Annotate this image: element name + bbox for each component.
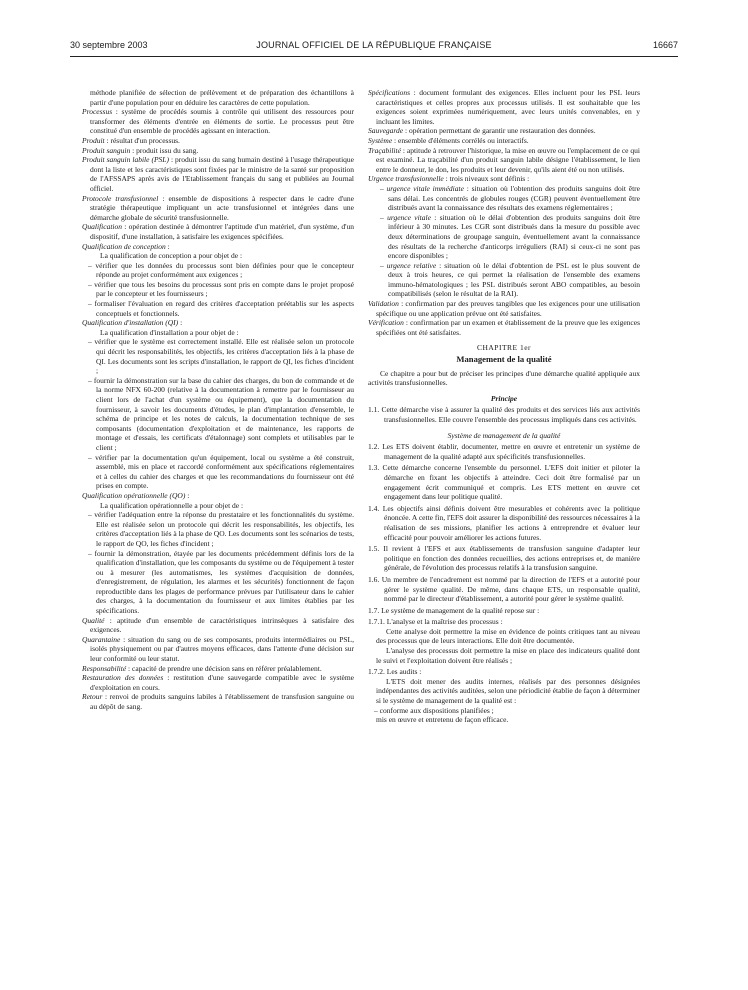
paragraph-text: La qualification opérationnelle a pour objet de : — [100, 500, 244, 510]
paragraph-text: 1.7.2. Les audits : — [368, 667, 422, 677]
paragraph — [368, 627, 640, 646]
paragraph — [82, 549, 354, 616]
paragraph — [82, 155, 354, 193]
paragraph — [82, 635, 354, 664]
paragraph — [82, 337, 354, 375]
paragraph-text: Système de management de la qualité — [447, 430, 561, 440]
header-page-number: 16667 — [652, 40, 678, 50]
paragraph-text: : situation où le délai d'obtention de PSL est le plus souvent de deux à trois heures, ce qui permet la réalisation de l'ensemble des examens immuno-hématologiques ; les PSL distribués seront ABO compatibles, au besoin compatibilisés (selon le résultat de la RAI). — [388, 260, 640, 299]
paragraph — [82, 510, 354, 548]
defined-term: Retour — [82, 692, 103, 702]
defined-term: – urgence vitale immédiate — [380, 183, 464, 193]
paragraph — [368, 504, 640, 542]
paragraph — [368, 646, 640, 665]
paragraph — [368, 715, 640, 725]
paragraph-text: – fournir la démonstration sur la base du cahier des charges, du bon de commande et de la norme NFX 60-200 (relative à la documentation à remettre par le fournisseur au client lors de l'achat d'un système ou équipement), que la documentation du fournisseur, à savoir les documents d'études, le plan d'implantation d'ensemble, le schéma de principe et les notes de calculs, la documentation technique de ses composants (documentation d'exploitation et de maintenance, les rapports de montage et d'essais, les certificats d'étalonnage) sont complets et utilisables par le client ; — [88, 375, 354, 452]
paragraph — [82, 299, 354, 318]
defined-term: Produit — [82, 135, 105, 145]
paragraph — [368, 667, 640, 677]
paragraph — [82, 280, 354, 299]
paragraph-text: : document formulant des exigences. Elles incluent pour les PSL leurs caractéristiques et celles propres aux processus utilisés. Il est souhaitable que les exigences soient exprimées numériquement, avec leurs unités convenables, en y incluant les limites. — [376, 88, 640, 126]
paragraph — [82, 491, 354, 501]
paragraph-text: : capacité de prendre une décision sans en référer préalablement. — [126, 663, 322, 673]
paragraph — [368, 706, 640, 716]
paragraph — [368, 318, 640, 337]
paragraph — [82, 261, 354, 280]
paragraph-text: : ensemble d'éléments corrélés ou interactifs. — [392, 135, 529, 145]
paragraph-text: La qualification d'installation a pour objet de : — [100, 327, 239, 337]
paragraph-text: 1.5. Il revient à l'EFS et aux établissements de transfusion sanguine d'adapter leur politique en fonction des données recueillies, des actions entreprises et, de manière générale, de l'évolution des processus relatifs à la transfusion sanguine. — [368, 544, 640, 573]
paragraph — [82, 328, 354, 338]
paragraph — [368, 617, 640, 627]
right-column — [368, 88, 640, 725]
paragraph-text: L'ETS doit mener des audits internes, réalisés par des personnes désignées indépendantes des activités auditées, selon une périodicité établie de façon à déterminer si le système de management de la qualité est : — [376, 676, 640, 706]
paragraph-text: – vérifier que le système est correctement installé. Elle est réalisée selon un protocole qui décrit les responsabilités, les objectifs, les critères d'acceptation liés à la phase de QI. Les documents sont les scripts d'installation, le rapport de QI, les fiches d'incident ; — [88, 337, 354, 376]
page-header — [70, 40, 678, 54]
paragraph — [368, 431, 640, 441]
paragraph-text: : résultat d'un processus. — [104, 135, 180, 145]
paragraph-text: mis en œuvre et entretenu de façon efficace. — [376, 715, 509, 725]
paragraph — [82, 664, 354, 674]
paragraph — [368, 463, 640, 501]
paragraph-text: 1.7. Le système de management de la qualité repose sur : — [368, 605, 540, 615]
defined-term: Validation — [368, 299, 399, 309]
paragraph-text: – vérifier l'adéquation entre la réponse du prestataire et les fonctionnalités du système. Elle est réalisée selon un protocole qui décrit les responsabilités, les objectifs, les critères d'acceptation liés à la phase de QO. Les documents sont les scénarios de tests, le rapport de QO, les fiches d'incident ; — [88, 510, 354, 548]
paragraph-text: : trois niveaux sont définis : — [443, 174, 530, 184]
paragraph — [368, 213, 640, 261]
paragraph — [82, 453, 354, 491]
paragraph-text: Cette analyse doit permettre la mise en évidence de points critiques tant au niveau des processus que de leurs interactions. Elle doit être documentée. — [376, 626, 640, 646]
paragraph — [368, 544, 640, 573]
paragraph-text: : produit issu du sang humain destiné à l'usage thérapeutique dont la liste et les caractéristiques sont fixées par le ministre de la santé sur proposition de l'AFSSAPS après avis de l'Etablissement français du sang et publiées au Journal officiel. — [90, 155, 354, 193]
defined-term: Responsabilité — [82, 663, 127, 673]
paragraph-text: : système de procédés soumis à contrôle qui utilisent des ressources pour transformer des éléments d'entrée en éléments de sortie. Le processus peut être constitué d'un ensemble de procédés agissant en interaction. — [90, 107, 354, 136]
defined-term: Spécifications — [368, 88, 411, 97]
paragraph-text: : — [165, 241, 170, 251]
defined-term: Vérification — [368, 318, 404, 328]
paragraph — [368, 442, 640, 461]
defined-term: Quarantaine — [82, 634, 121, 644]
paragraph — [82, 318, 354, 328]
header-date: 30 septembre 2003 — [70, 40, 148, 50]
paragraph — [368, 343, 640, 353]
paragraph-text: 1.1. Cette démarche vise à assurer la qualité des produits et des services liés aux activités transfusionnelles. Elle couvre l'ensemble des processus impliqués dans ces activités. — [368, 405, 640, 424]
paragraph-text: : situation du sang ou de ses composants, produits intermédiaires ou PSL, isolés physiquement ou par d'autres moyens efficaces, dans l'attente d'une décision sur leur conformité ou leur statut. — [90, 634, 354, 664]
defined-term: Sauvegarde — [368, 126, 404, 136]
paragraph — [82, 673, 354, 692]
paragraph-text: : restitution d'une sauvegarde compatible avec le système d'exploitation en cours. — [90, 673, 355, 692]
defined-term: Qualification — [82, 222, 122, 232]
paragraph — [368, 88, 640, 126]
paragraph — [82, 242, 354, 252]
paragraph — [368, 355, 640, 365]
paragraph-text: : renvoi de produits sanguins labiles à l'établissement de transfusion sanguine ou au dépôt de sang. — [90, 692, 354, 711]
paragraph — [368, 126, 640, 136]
paragraph — [82, 501, 354, 511]
paragraph — [82, 222, 354, 241]
defined-term: Produit sanguin — [82, 145, 131, 155]
paragraph-text: – vérifier que les données du processus sont bien définies pour que le concepteur réponde au projet conformément aux exigences ; — [88, 260, 354, 280]
paragraph — [368, 146, 640, 175]
paragraph — [368, 261, 640, 299]
paragraph-text: : confirmation par des preuves tangibles que les exigences pour une utilisation spécifique ou une application prévue ont été satisfaites. — [376, 299, 640, 318]
paragraph-text: : — [185, 490, 190, 500]
paragraph — [82, 376, 354, 453]
defined-term: – urgence relative — [380, 260, 437, 270]
paragraph-text: L'analyse des processus doit permettre la mise en place des indicateurs qualité dont le suivi et l'exploitation doivent être réalisés ; — [376, 646, 640, 665]
paragraph-text: : situation où le délai d'obtention des produits sanguins doit être inférieur à 30 minutes. Les CGR sont distribués dans la mesure du possible avec deux déterminations de groupage sanguin, éventuellement avant la connaissance des résultats de la recherche d'anticorps irréguliers (RAI) si ceux-ci ne sont pas encore disponibles ; — [388, 212, 640, 261]
paragraph-text: : — [178, 318, 183, 328]
paragraph-text: Ce chapitre a pour but de préciser les principes d'une démarche qualité appliquée aux activités transfusionnelles. — [368, 368, 640, 388]
paragraph — [368, 575, 640, 604]
paragraph-text: 1.6. Un membre de l'encadrement est nommé par la direction de l'EFS et a autorité pour gérer le système qualité. De même, dans chaque ETS, un responsable qualité, nommé par le directeur d'établissement, a autorité pour gérer le système qualité. — [368, 574, 640, 604]
paragraph — [82, 88, 354, 107]
paragraph — [82, 146, 354, 156]
paragraph-text: – conforme aux dispositions planifiées ; — [374, 705, 494, 715]
header-journal-title: JOURNAL OFFICIEL DE LA RÉPUBLIQUE FRANÇAISE — [256, 40, 492, 50]
paragraph-text: : produit issu du sang. — [130, 145, 199, 155]
paragraph — [368, 369, 640, 388]
defined-term: – urgence vitale — [380, 212, 431, 222]
left-column — [82, 88, 354, 712]
paragraph-text: : opération destinée à démontrer l'aptitude d'un matériel, d'un système, d'un dispositif, d'une installation, à satisfaire les exigences spécifiées. — [90, 222, 354, 241]
paragraph — [368, 136, 640, 146]
paragraph — [368, 405, 640, 424]
paragraph-text: : situation où l'obtention des produits sanguins doit être sans délai. Les concentrés de globules rouges (CGR) peuvent éventuellement être distribués avant la connaissance des résultats des examens réglementaires ; — [388, 183, 641, 213]
paragraph — [82, 616, 354, 635]
paragraph — [368, 677, 640, 706]
paragraph — [368, 606, 640, 616]
defined-term: Produit sanguin labile (PSL) — [82, 155, 169, 165]
paragraph-text: La qualification de conception a pour objet de : — [100, 251, 243, 261]
paragraph — [368, 184, 640, 213]
paragraph-text: : ensemble de dispositions à respecter dans le cadre d'une stratégie thérapeutique impliquant un acte transfusionnel et intégrées dans une démarche globale de sécurité transfusionnelle. — [90, 193, 355, 222]
defined-term: Qualification de conception — [82, 241, 166, 251]
defined-term: Urgence transfusionnelle — [368, 174, 444, 184]
paragraph — [82, 251, 354, 261]
defined-term: Processus — [82, 107, 113, 117]
paragraph — [82, 107, 354, 136]
paragraph-text: : aptitude à retrouver l'historique, la mise en œuvre ou l'emplacement de ce qui est examiné. La traçabilité d'un produit sanguin labile désigne l'établissement, le lien entre le donneur, le don, les produits et leur devenir, qu'ils aient été ou non utilisés. — [376, 145, 640, 174]
paragraph-text: : confirmation par un examen et établissement de la preuve que les exigences spécifiées ont été satisfaites. — [376, 318, 640, 337]
defined-term: Restauration des données — [82, 673, 164, 683]
defined-term: Protocole transfusionnel — [82, 193, 159, 203]
paragraph-text: 1.4. Les objectifs ainsi définis doivent être mesurables et cohérents avec la politique énoncée. A cette fin, l'EFS doit assurer la disponibilité des ressources nécessaires à la réalisation de ses missions, planifier les actions à entreprendre et évaluer leur efficacité pour pouvoir améliorer les actions futures. — [368, 503, 640, 542]
defined-term: Qualité — [82, 615, 105, 625]
paragraph-text: méthode planifiée de sélection de prélèvement et de préparation des échantillons à partir d'une population pour en déduire les caractères de cette population. — [90, 88, 354, 107]
paragraph-text: 1.2. Les ETS doivent établir, documenter, mettre en œuvre et entretenir un système de management de la qualité adapté aux spécificités transfusionnelles. — [368, 442, 640, 461]
paragraph-text: Management de la qualité — [456, 354, 552, 365]
paragraph-text: : aptitude d'un ensemble de caractéristiques intrinsèques à satisfaire des exigences. — [90, 615, 354, 635]
defined-term: Traçabilité — [368, 145, 401, 155]
paragraph-text: 1.3. Cette démarche concerne l'ensemble du personnel. L'EFS doit initier et piloter la démarche en fixant les objectifs à atteindre. Ceci doit être formalisé par un engagement écrit communiqué et compris. Les ETS mettent en œuvre cet engagement dans leur politique qualité. — [368, 463, 640, 502]
defined-term: Qualification d'installation (QI) — [82, 318, 179, 328]
defined-term: Système — [368, 135, 393, 145]
paragraph — [368, 394, 640, 404]
paragraph — [368, 299, 640, 318]
defined-term: Qualification opérationnelle (QO) — [82, 490, 186, 500]
paragraph — [82, 194, 354, 223]
paragraph-text: – vérifier par la documentation qu'un équipement, local ou système a été construit, assemblé, mis en place et raccordé conformément aux spécifications réglementaires et à celles du cahier des charges et que les recommandations du fournisseur ont été prises en compte. — [88, 452, 354, 491]
paragraph-text: Principe — [490, 393, 518, 403]
paragraph — [82, 692, 354, 711]
header-rule — [70, 56, 678, 57]
paragraph-text: 1.7.1. L'analyse et la maîtrise des processus : — [368, 617, 503, 627]
paragraph-text: – formaliser l'évaluation en regard des critères d'acceptation préétablis sur les aspects conceptuels et fonctionnels. — [88, 299, 354, 318]
paragraph-text: CHAPITRE 1er — [476, 343, 532, 353]
paragraph — [82, 136, 354, 146]
paragraph-text: : opération permettant de garantir une restauration des données. — [403, 126, 596, 136]
paragraph-text: – fournir la démonstration, étayée par les documents précédemment définis lors de la qualification d'installation, que les composants du système ou de l'équipement à tester ou à mesurer (les automatismes, les systèmes d'acquisition de données, d'enregistrement, de régulation, les alarmes et les sécurités) fonctionnent de façon reproductible dans les plages de performance prévues par l'utilisateur dans le cahier des charges, à la documentation du fournisseur et aux limites établies par les spécifications. — [88, 548, 354, 616]
paragraph — [368, 174, 640, 184]
paragraph-text: – vérifier que tous les besoins du processus sont pris en compte dans le projet proposé par le concepteur et les fournisseurs ; — [88, 279, 354, 299]
